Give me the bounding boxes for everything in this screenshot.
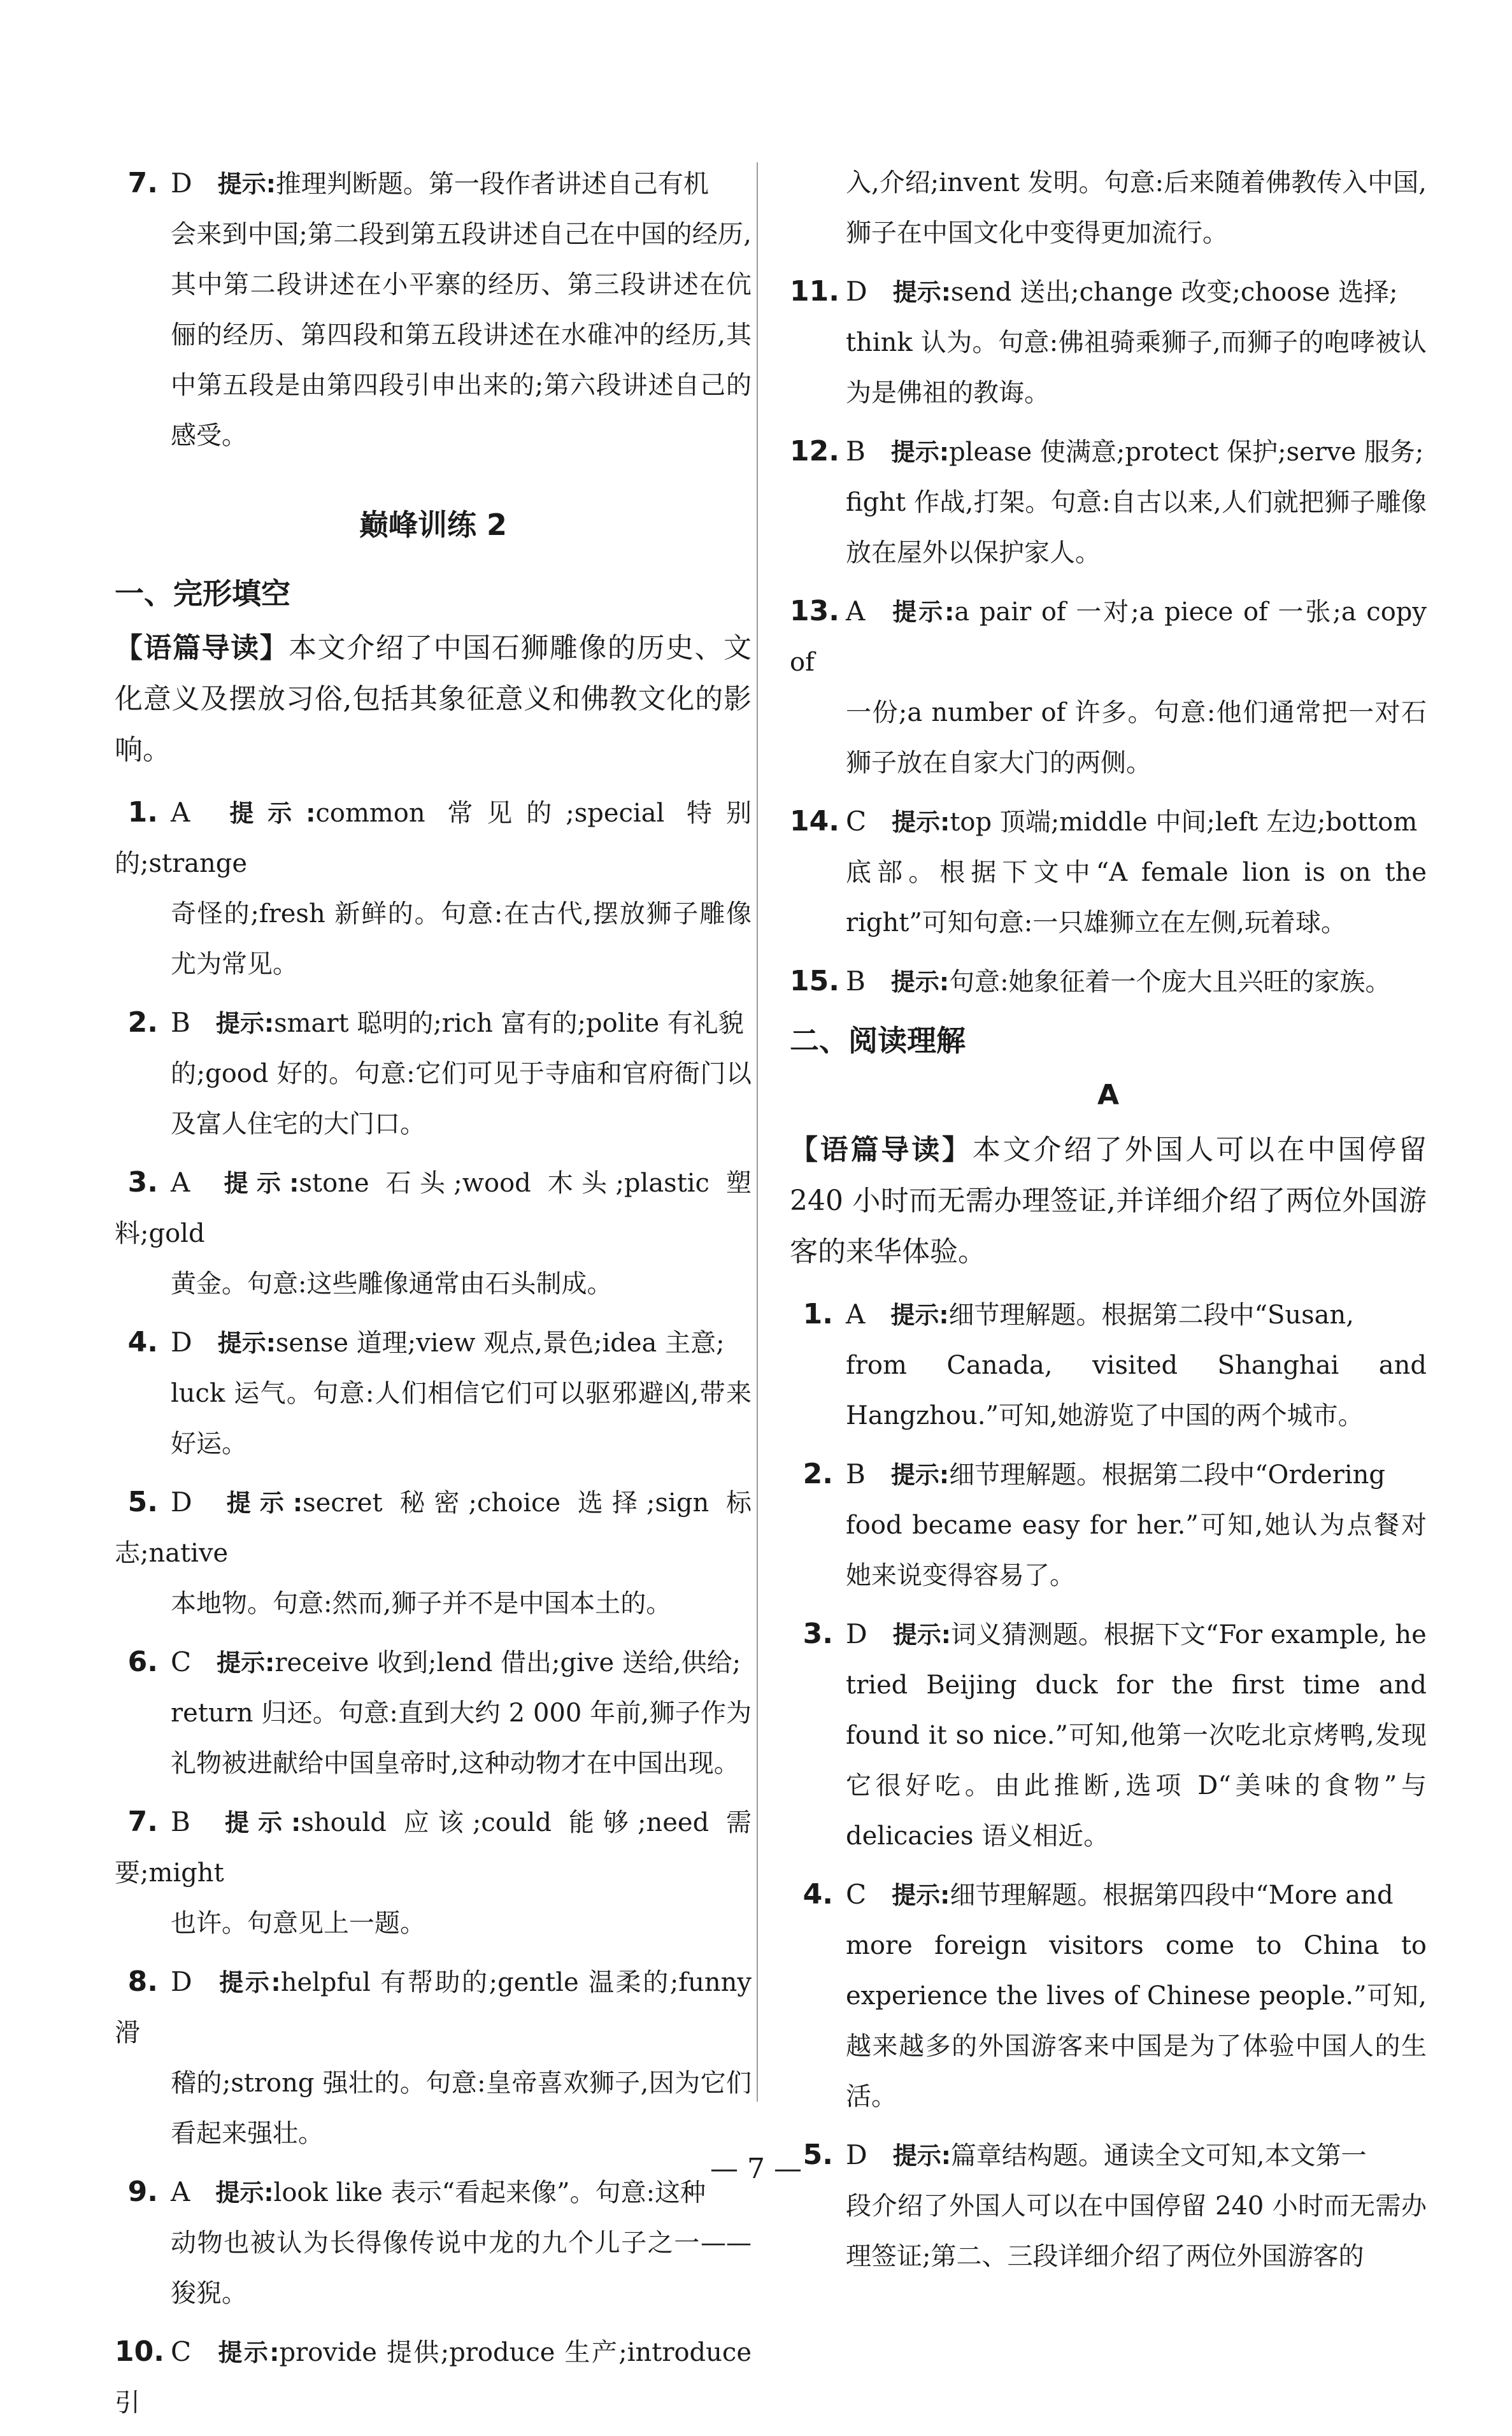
answer-letter: C <box>171 2336 192 2367</box>
question-number: 10. <box>115 2335 164 2368</box>
answer-letter: A <box>846 595 866 627</box>
passage-guide-a <box>790 1125 1427 1278</box>
hint-continuation: 奇怪的;fresh 新鲜的。句意:在古代,摆放狮子雕像尤为常见。 <box>171 899 752 979</box>
hint-continuation: return 归还。句意:直到大约 2 000 年前,狮子作为礼物被进献给中国皇帝时,这种动物才在中国出现。 <box>171 1699 752 1778</box>
hint-label: 提示: <box>890 598 955 626</box>
guide-label: 【语篇导读】 <box>790 1134 973 1166</box>
answer-letter: A <box>171 1167 190 1198</box>
hint-text: top 顶端;middle 中间;left 左边;bottom <box>950 808 1418 837</box>
answer-item <box>115 1797 752 1949</box>
hint-label: 提示: <box>215 1009 275 1037</box>
answer-letter: A <box>846 1299 866 1330</box>
answer-item <box>115 1637 752 1789</box>
cloze-answer-list-cont <box>790 266 1427 1008</box>
hint-text: stone 石头;wood 木头;plastic 塑料;gold <box>115 1169 752 1248</box>
answer-letter: D <box>171 1966 192 1997</box>
answer-item <box>790 1869 1427 2122</box>
reading-answer-list <box>790 1289 1427 2282</box>
answer-letter: A <box>171 797 190 828</box>
hint-text: 篇章结构题。通读全文可知,本文第一 <box>950 2141 1367 2170</box>
hint-label: 提示: <box>890 1301 949 1329</box>
answer-letter: C <box>846 1879 867 1910</box>
answer-letter: D <box>846 1618 867 1649</box>
answer-item <box>790 266 1427 418</box>
hint-label: 提示: <box>890 438 950 466</box>
hint-continuation: 黄金。句意:这些雕像通常由石头制成。 <box>171 1269 613 1299</box>
page-number: — 7 — <box>710 2153 802 2185</box>
answer-letter: D <box>846 276 867 307</box>
answer-letter: D <box>846 2139 867 2170</box>
answer-item <box>790 586 1427 788</box>
hint-continuation: 一份;a number of 许多。句意:他们通常把一对石狮子放在自家大门的两侧。 <box>846 698 1427 778</box>
answer-item <box>790 1449 1427 1601</box>
answer-letter: D <box>171 167 192 199</box>
hint-label: 提示: <box>217 1489 303 1517</box>
hint-continuation: 会来到中国;第二段到第五段讲述自己在中国的经历,其中第二段讲述在小平寨的经历、第三段讲述在伉俪的经历、第四段和第五段讲述在水碓冲的经历,其中第五段是由第四段引申出来的;第六段讲述自己的感受。 <box>171 220 752 450</box>
question-number: 3. <box>127 1166 158 1199</box>
question-number: 7. <box>127 167 158 199</box>
answer-item <box>115 2167 752 2319</box>
answer-letter: D <box>171 1486 192 1518</box>
guide-label: 【语篇导读】 <box>115 632 289 664</box>
question-number: 7. <box>127 1806 158 1838</box>
right-column <box>790 158 1427 2290</box>
hint-continuation: from Canada, visited Shanghai and Hangzhou.”可知,她游览了中国的两个城市。 <box>846 1351 1427 1430</box>
hint-continuation: food became easy for her.”可知,她认为点餐对她来说变得容易了。 <box>846 1511 1427 1590</box>
answer-letter: D <box>171 1327 192 1358</box>
hint-text: 词义猜测题。根据下文“For example, he <box>950 1620 1427 1649</box>
answer-letter: C <box>171 1646 192 1677</box>
question-number: 12. <box>790 435 839 467</box>
column-divider <box>757 162 758 2102</box>
hint-label: 提示: <box>892 278 951 306</box>
hint-text: receive 收到;lend 借出;give 送给,供给; <box>275 1648 741 1677</box>
hint-text: provide 提供;produce 生产;introduce 引 <box>115 2338 752 2418</box>
hint-label: 提示: <box>217 1649 275 1677</box>
hint-text: send 送出;change 改变;choose 选择; <box>950 278 1398 307</box>
answer-item <box>115 158 752 461</box>
answer-item <box>790 1609 1427 1862</box>
hint-text: 细节理解题。根据第四段中“More and <box>950 1881 1394 1910</box>
answer-item <box>790 426 1427 578</box>
hint-label: 提示: <box>217 170 276 198</box>
hint-continuation: more foreign visitors come to China to experience the lives of Chinese people.”可知,越来越多的外国游客来中国是为了体验中国人的生活。 <box>846 1931 1427 2111</box>
q10-continuation: 入,介绍;invent 发明。句意:后来随着佛教传入中国,狮子在中国文化中变得更加流行。 <box>846 168 1427 248</box>
answer-item <box>115 1157 752 1309</box>
question-number: 11. <box>790 275 839 308</box>
hint-text: please 使满意;protect 保护;serve 服务; <box>949 438 1424 467</box>
hint-text: secret 秘密;choice 选择;sign 标志;native <box>115 1488 752 1568</box>
answer-item <box>115 997 752 1150</box>
hint-label: 提示: <box>217 1329 276 1357</box>
left-column <box>115 158 752 2436</box>
question-number: 5. <box>127 1486 158 1518</box>
hint-text: a pair of 一对;a piece of 一张;a copy of <box>790 597 1427 677</box>
question-number: 13. <box>790 595 839 627</box>
answer-item <box>790 796 1427 948</box>
hint-label: 提示: <box>892 1621 951 1649</box>
question-number: 5. <box>802 2139 833 2171</box>
hint-label: 提示: <box>892 1881 950 1909</box>
hint-text: sense 道理;view 观点,景色;idea 主意; <box>275 1328 725 1358</box>
hint-label: 提示: <box>890 1461 950 1489</box>
hint-continuation: 稽的;strong 强壮的。句意:皇帝喜欢狮子,因为它们看起来强壮。 <box>171 2069 752 2148</box>
hint-label: 提示: <box>215 799 316 827</box>
hint-continuation: 的;good 好的。句意:它们可见于寺庙和官府衙门以及富人住宅的大门口。 <box>171 1059 752 1139</box>
hint-label: 提示: <box>892 2142 951 2170</box>
question-number: 6. <box>127 1646 158 1678</box>
hint-text: common 常见的;special 特别的;strange <box>115 799 752 878</box>
answer-letter: A <box>171 2176 190 2207</box>
answer-item <box>115 787 752 990</box>
answer-item <box>115 2326 752 2428</box>
answer-item <box>790 956 1427 1008</box>
hint-continuation: 底部。根据下文中“A female lion is on the right”可知句意:一只雄狮立在左侧,玩着球。 <box>846 858 1427 937</box>
answer-letter: B <box>171 1806 190 1837</box>
question-number: 15. <box>790 965 839 997</box>
question-number: 2. <box>802 1458 833 1490</box>
practice-title: 巅峰训练 2 <box>359 508 508 542</box>
hint-text: look like 表示“看起来像”。句意:这种 <box>273 2178 706 2207</box>
hint-label: 提示: <box>215 2179 274 2207</box>
question-number: 8. <box>127 1965 158 1998</box>
answer-letter: B <box>171 1007 190 1038</box>
hint-text: 细节理解题。根据第二段中“Susan, <box>948 1300 1355 1330</box>
hint-text: 推理判断题。第一段作者讲述自己有机 <box>275 169 709 199</box>
hint-text: 句意:她象征着一个庞大且兴旺的家族。 <box>949 967 1391 997</box>
question-number: 4. <box>802 1878 833 1911</box>
hint-label: 提示: <box>215 1809 301 1837</box>
question-number: 1. <box>802 1298 833 1330</box>
hint-label: 提示: <box>892 808 950 836</box>
hint-continuation: luck 运气。句意:人们相信它们可以驱邪避凶,带来好运。 <box>171 1379 752 1458</box>
hint-label: 提示: <box>215 1169 299 1197</box>
hint-text: 细节理解题。根据第二段中“Ordering <box>949 1460 1385 1490</box>
hint-text: should 应该;could 能够;need 需要;might <box>115 1808 752 1888</box>
hint-continuation: fight 作战,打架。句意:自古以来,人们就把狮子雕像放在屋外以保护家人。 <box>846 488 1427 567</box>
hint-label: 提示: <box>890 968 950 996</box>
hint-continuation: 动物也被认为长得像传说中龙的九个儿子之一——狻猊。 <box>171 2228 752 2308</box>
hint-text: smart 聪明的;rich 富有的;polite 有礼貌 <box>274 1009 744 1038</box>
answer-item <box>115 1317 752 1469</box>
guide-text: 本文介绍了外国人可以在中国停留 240 小时而无需办理签证,并详细介绍了两位外国游客的来华体验。 <box>790 1134 1427 1268</box>
answer-item <box>115 1477 752 1629</box>
passage-label-a: A <box>1097 1079 1120 1111</box>
hint-label: 提示: <box>217 2339 280 2367</box>
answer-letter: B <box>846 436 866 467</box>
hint-continuation: tried Beijing duck for the first time and found it so nice.”可知,他第一次吃北京烤鸭,发现它很好吃。由此推断,选项 D“美味的食物”与 delicacies 语义相近。 <box>846 1670 1427 1851</box>
answer-letter: B <box>846 1458 866 1490</box>
passage-guide <box>115 623 752 776</box>
question-number: 4. <box>127 1326 158 1358</box>
question-number: 3. <box>802 1618 833 1650</box>
hint-continuation: 也许。句意见上一题。 <box>171 1909 425 1938</box>
guide-text: 本文介绍了中国石狮雕像的历史、文化意义及摆放习俗,包括其象征意义和佛教文化的影响。 <box>115 632 752 766</box>
answer-item <box>115 1956 752 2159</box>
hint-continuation: 段介绍了外国人可以在中国停留 240 小时而无需办理签证;第二、三段详细介绍了两位外国游客的 <box>846 2191 1427 2271</box>
answer-item <box>790 1289 1427 1441</box>
question-number: 2. <box>127 1006 158 1039</box>
hint-continuation: 本地物。句意:然而,狮子并不是中国本土的。 <box>171 1589 672 1618</box>
section-heading-cloze: 一、完形填空 <box>115 576 290 611</box>
hint-label: 提示: <box>217 1969 281 1997</box>
hint-text: helpful 有帮助的;gentle 温柔的;funny 滑 <box>115 1968 752 2048</box>
hint-continuation: think 认为。句意:佛祖骑乘狮子,而狮子的咆哮被认为是佛祖的教诲。 <box>846 328 1427 408</box>
question-number: 9. <box>127 2176 158 2208</box>
answer-letter: B <box>846 965 866 997</box>
section-heading-reading: 二、阅读理解 <box>790 1023 966 1058</box>
answer-letter: C <box>846 806 867 837</box>
question-number: 1. <box>127 796 158 829</box>
question-number: 14. <box>790 805 839 837</box>
